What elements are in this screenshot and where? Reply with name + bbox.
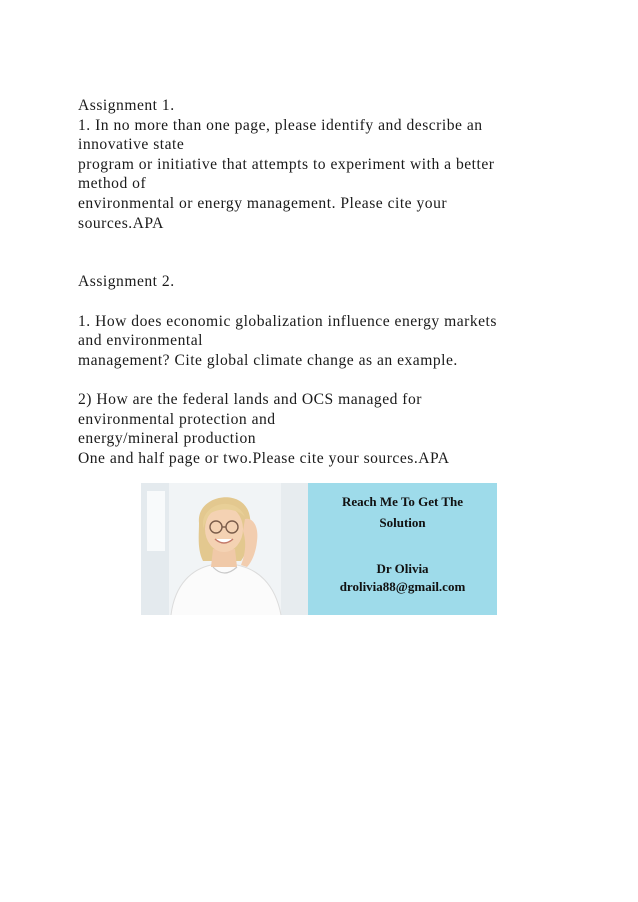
assignment-2-q2-line: 2) How are the federal lands and OCS managed for	[78, 390, 422, 408]
assignment-2-q2-line: One and half page or two.Please cite your sources.APA	[78, 449, 450, 467]
contact-email: drolivia88@gmail.com	[339, 579, 466, 594]
contact-card	[308, 483, 497, 615]
woman-portrait-illustration	[141, 483, 308, 615]
assignment-2-q2-line: energy/mineral production	[78, 430, 257, 448]
document-text	[78, 96, 578, 468]
assignment-2-q2-line: environmental protection and	[78, 410, 276, 428]
banner-line-1: Reach Me To Get The	[341, 494, 464, 509]
portrait-photo	[141, 483, 308, 615]
contact-name: Dr Olivia	[376, 561, 429, 576]
assignment-1-line: method of	[78, 175, 147, 193]
assignment-1-line: innovative state	[78, 136, 185, 154]
assignment-2-q1-line: 1. How does economic globalization influence energy markets	[78, 312, 497, 330]
assignment-1-line: sources.APA	[78, 214, 164, 232]
assignment-1-line: program or initiative that attempts to experiment with a better	[78, 155, 495, 173]
assignment-1-line: 1. In no more than one page, please identify and describe an	[78, 116, 483, 134]
banner-line-2: Solution	[379, 515, 426, 530]
assignment-2-q1-line: management? Cite global climate change as an example.	[78, 351, 458, 369]
assignment-2-heading: Assignment 2.	[78, 273, 175, 291]
assignment-2-q1-line: and environmental	[78, 332, 203, 350]
assignment-1-line: environmental or energy management. Please cite your	[78, 194, 448, 212]
assignment-1-heading: Assignment 1.	[78, 97, 175, 114]
contact-banner	[141, 483, 497, 615]
